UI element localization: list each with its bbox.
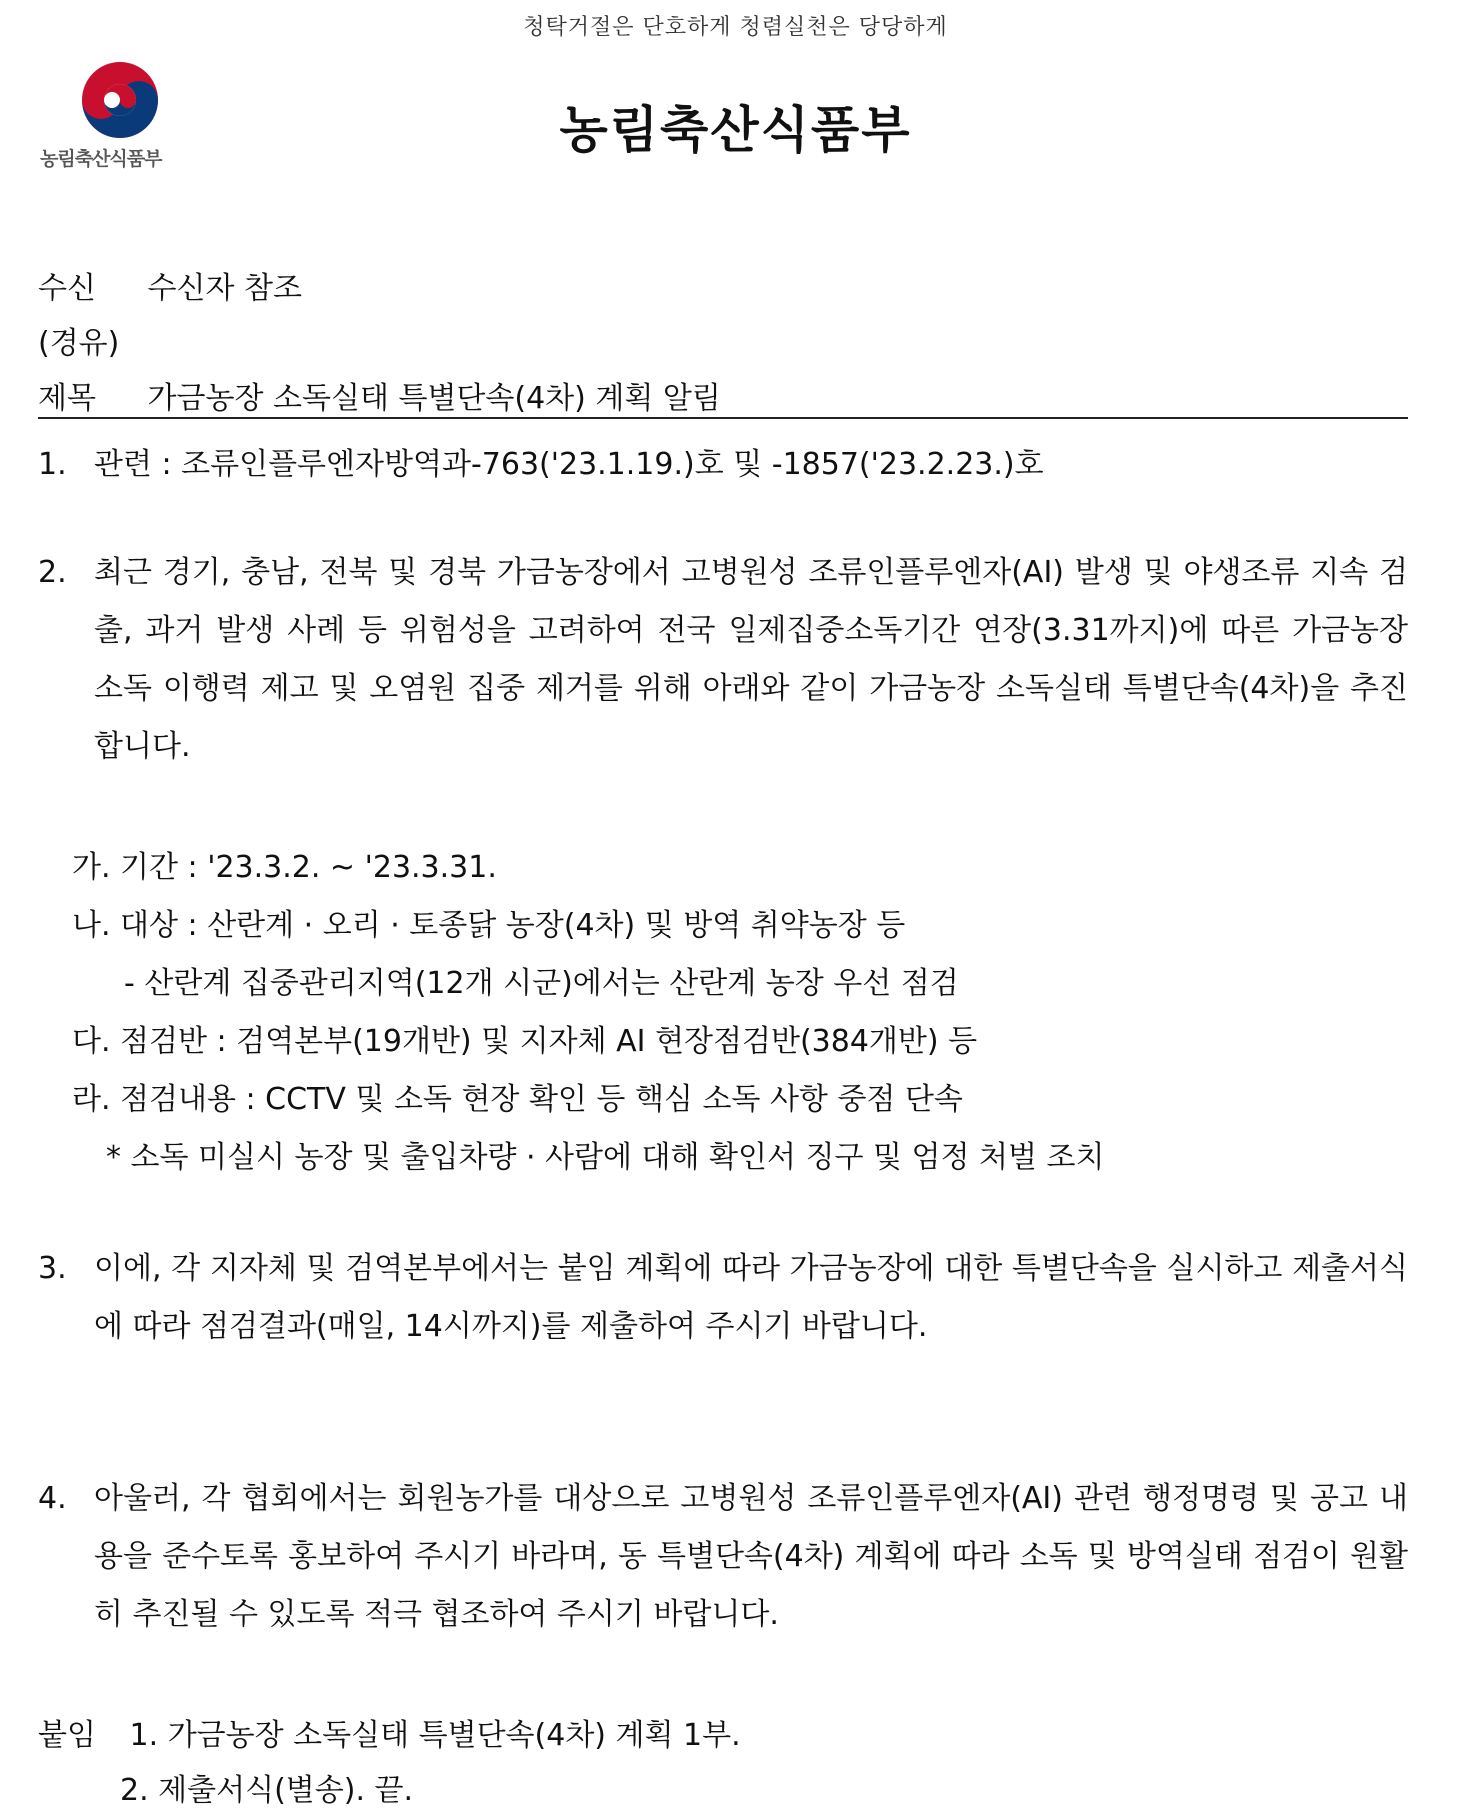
recipient-value: 수신자 참조 xyxy=(147,271,302,306)
ministry-title: 농림축산식품부 xyxy=(559,101,912,159)
subject-label: 제목 xyxy=(38,381,96,416)
attachment-item-2: 2. 제출서식(별송). 끝. xyxy=(120,1773,414,1808)
paragraph-4 xyxy=(38,1470,1408,1644)
recipient-label: 수신 xyxy=(38,271,96,306)
logo-text: 농림축산식품부 xyxy=(40,148,162,170)
header-divider xyxy=(38,417,1408,419)
paragraph-3-number: 3. xyxy=(38,1251,67,1286)
slogan: 청탁거절은 단호하게 청렴실천은 당당하게 xyxy=(523,15,948,40)
via-label: (경유) xyxy=(38,326,120,361)
paragraph-4-number: 4. xyxy=(38,1481,67,1516)
subject-value: 가금농장 소독실태 특별단속(4차) 계획 알림 xyxy=(147,381,721,416)
attachment-item-1: 1. 가금농장 소독실태 특별단속(4차) 계획 1부. xyxy=(129,1718,741,1753)
paragraph-2-text: 최근 경기, 충남, 전북 및 경북 가금농장에서 고병원성 조류인플루엔자(AI) 발생 및 야생조류 지속 검출, 과거 발생 사례 등 위험성을 고려하여 전국 일제집중소독기간 연장(3.31까지)에 따른 가금농장 소독 이행력 제고 및 오염원 집중 제거를 위해 아래와 같이 가금농장 소독실태 특별단속(4차)을 추진합니다. xyxy=(94,555,1408,764)
paragraph-1-number: 1. xyxy=(38,447,67,482)
paragraph-2 xyxy=(38,544,1408,776)
paragraph-3-text: 이에, 각 지자체 및 검역본부에서는 붙임 계획에 따라 가금농장에 대한 특별단속을 실시하고 제출서식에 따라 점검결과(매일, 14시까지)를 제출하여 주시기 바랍니다. xyxy=(94,1251,1408,1344)
attachment-label: 붙임 xyxy=(38,1718,96,1753)
recipient-row xyxy=(38,263,302,307)
attachment-row-1 xyxy=(38,1710,741,1754)
item-period: 가. 기간 : '23.3.2. ~ '23.3.31. xyxy=(72,850,497,885)
item-target-sub: - 산란계 집중관리지역(12개 시군)에서는 산란계 농장 우선 점검 xyxy=(124,966,959,1001)
item-inspection-team: 다. 점검반 : 검역본부(19개반) 및 지자체 AI 현장점검반(384개반) 등 xyxy=(72,1024,978,1059)
paragraph-1-text: 관련 : 조류인플루엔자방역과-763('23.1.19.)호 및 -1857('23.2.23.)호 xyxy=(94,447,1044,482)
subject-row xyxy=(38,373,721,417)
paragraph-1 xyxy=(38,436,1408,494)
paragraph-3 xyxy=(38,1240,1408,1356)
item-note: * 소독 미실시 농장 및 출입차량 · 사람에 대해 확인서 징구 및 엄정 처벌 조치 xyxy=(106,1140,1105,1175)
item-inspection-content: 라. 점검내용 : CCTV 및 소독 현장 확인 등 핵심 소독 사항 중점 단속 xyxy=(72,1082,963,1117)
paragraph-2-number: 2. xyxy=(38,555,67,590)
item-target: 나. 대상 : 산란계 · 오리 · 토종닭 농장(4차) 및 방역 취약농장 등 xyxy=(72,908,906,943)
paragraph-4-text: 아울러, 각 협회에서는 회원농가를 대상으로 고병원성 조류인플루엔자(AI) 관련 행정명령 및 공고 내용을 준수토록 홍보하여 주시기 바라며, 동 특별단속(4차) 계획에 따라 소독 및 방역실태 점검이 원활히 추진될 수 있도록 적극 협조하여 주시기 바랍니다. xyxy=(94,1481,1408,1632)
